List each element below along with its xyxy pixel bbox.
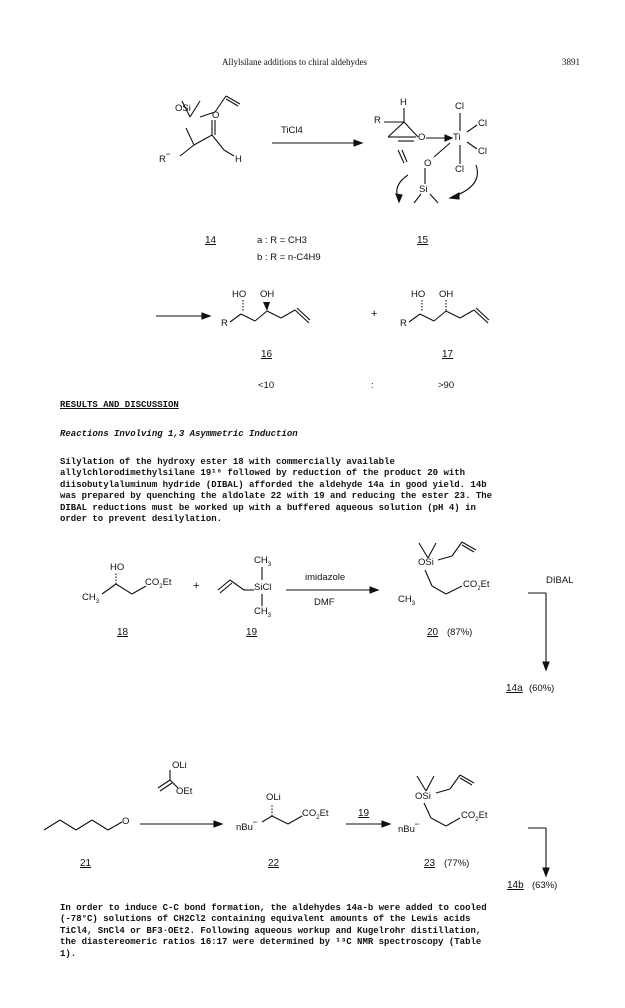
arrow-imidazole — [286, 587, 378, 593]
atom-ho: HO — [232, 289, 247, 300]
atom-oli: OLi — [172, 760, 187, 771]
structure-17 — [409, 300, 489, 323]
compound-20-label: 20 — [427, 627, 439, 638]
product-14a-label: 14a — [506, 683, 523, 694]
paragraph-line: Silylation of the hydroxy ester 18 with commercially available — [60, 457, 395, 467]
structure-15 — [384, 108, 477, 203]
structure-18 — [102, 573, 146, 594]
reagent-19-label: 19 — [358, 808, 370, 819]
atom-ch3: $CH_3$ — [254, 555, 272, 568]
plus-sign: + — [193, 580, 200, 592]
paragraph-line: (-78°C) solutions of CH2Cl2 containing equivalent amounts of the Lewis acids — [60, 914, 471, 925]
atom-r: R — [221, 318, 228, 329]
reagent-ticl4: TiCl4 — [281, 125, 303, 136]
ratio-separator: : — [371, 380, 374, 391]
atom-co2et: $CO_2Et$ — [463, 579, 490, 592]
atom-r: R'''' — [159, 154, 171, 166]
paragraph-line: diisobutylaluminum hydride (DIBAL) afforded the aldehyde 14a in good yield. 14b — [60, 479, 487, 490]
arrow-ticl4 — [272, 140, 362, 146]
arrow-to-products — [156, 313, 210, 319]
atom-o: O — [424, 158, 432, 169]
atom-osi: OSi — [418, 557, 434, 568]
atom-o: O — [418, 132, 426, 143]
atom-cl: Cl — [455, 101, 464, 112]
atom-oh: OH — [439, 289, 454, 300]
paragraph-line: was prepared by quenching the aldolate 22 with 19 and reducing the ester 23. The — [60, 491, 493, 502]
atom-co2et: $CO_2Et$ — [145, 577, 172, 590]
compound-16-label: 16 — [261, 349, 273, 360]
compound-23-label: 23 — [424, 858, 436, 869]
ratio-17: >90 — [438, 380, 455, 391]
atom-cl: Cl — [455, 164, 464, 175]
yield-14a: (60%) — [529, 683, 555, 694]
atom-nbu: nBu'''' — [236, 822, 258, 834]
page-number: 3891 — [562, 57, 580, 67]
plus-sign: + — [371, 308, 378, 320]
atom-nbu: nBu'''' — [398, 824, 420, 836]
yield-20: (87%) — [447, 627, 473, 638]
atom-ho: HO — [110, 562, 125, 573]
variant-a: a : R = CH3 — [257, 235, 307, 246]
structure-21 — [44, 820, 122, 830]
atom-r: R — [400, 318, 407, 329]
reagent-dmf: DMF — [314, 597, 335, 608]
arrow-to-14b — [528, 828, 549, 876]
variant-b: b : R = n-C4H9 — [257, 252, 321, 263]
section-title: RESULTS AND DISCUSSION — [60, 400, 179, 410]
paragraph-line: DIBAL reductions must be worked up with a buffered aqueous solution (pH 4) in — [60, 502, 476, 513]
compound-21-label: 21 — [80, 858, 92, 869]
compound-22-label: 22 — [268, 858, 280, 869]
atom-osi: OSi — [415, 791, 431, 802]
atom-oet: OEt — [176, 786, 193, 797]
atom-co2et: $CO_2Et$ — [302, 808, 329, 821]
atom-r: R — [374, 115, 381, 126]
paragraph-line: TiCl4, SnCl4 or BF3·OEt2. Following aqueous workup and Kugelrohr distillation, — [60, 925, 482, 936]
reagent-dibal: DIBAL — [546, 575, 574, 586]
compound-17-label: 17 — [442, 349, 454, 360]
atom-cl: Cl — [478, 118, 487, 129]
ratio-16: <10 — [258, 380, 275, 391]
atom-ho: HO — [411, 289, 426, 300]
compound-19-label: 19 — [246, 627, 258, 638]
atom-h: H — [400, 97, 407, 108]
atom-oli: OLi — [266, 792, 281, 803]
paragraph-line: the diastereomeric ratios 16:17 were determined by ¹³C NMR spectroscopy (Table — [60, 937, 482, 948]
atom-sicl: SiCl — [254, 582, 272, 593]
compound-15-label: 15 — [417, 235, 429, 246]
atom-si: Si — [419, 184, 428, 195]
paragraph-line: allylchlorodimethylsilane 19¹⁶ followed by reduction of the product 20 with — [60, 468, 466, 479]
paragraph-2 — [60, 903, 580, 960]
atom-ch3: $CH_3$ — [82, 592, 100, 605]
atom-ch3: $CH_3$ — [398, 594, 416, 607]
yield-14b: (63%) — [532, 880, 558, 891]
atom-oh: OH — [260, 289, 275, 300]
atom-osi: OSi — [175, 103, 191, 114]
paragraph-line: 1). — [60, 948, 77, 959]
atom-o: O — [212, 110, 220, 121]
paragraph-line: In order to induce C-C bond formation, the aldehydes 14a-b were added to cooled — [60, 903, 487, 913]
atom-cl: Cl — [478, 146, 487, 157]
reagent-imidazole: imidazole — [305, 572, 346, 583]
atom-o: O — [122, 816, 130, 827]
arrow-19 — [346, 821, 390, 827]
subsection-title: Reactions Involving 1,3 Asymmetric Induction — [60, 429, 298, 439]
compound-14-label: 14 — [205, 235, 217, 246]
atom-h: H — [235, 154, 242, 165]
arrow-enolate — [140, 770, 222, 827]
product-14b-label: 14b — [507, 880, 524, 891]
compound-18-label: 18 — [117, 627, 129, 638]
yield-23: (77%) — [444, 858, 470, 869]
paragraph-1 — [60, 457, 580, 525]
atom-ch3: $CH_3$ — [254, 606, 272, 619]
running-title: Allylsilane additions to chiral aldehydes — [222, 57, 367, 67]
arrow-dibal — [528, 593, 549, 670]
structure-22 — [262, 804, 302, 824]
atom-co2et: $CO_2Et$ — [461, 810, 488, 823]
paragraph-line: order to prevent desilylation. — [60, 514, 223, 525]
atom-ti: Ti — [453, 132, 461, 143]
structure-16 — [230, 300, 310, 323]
